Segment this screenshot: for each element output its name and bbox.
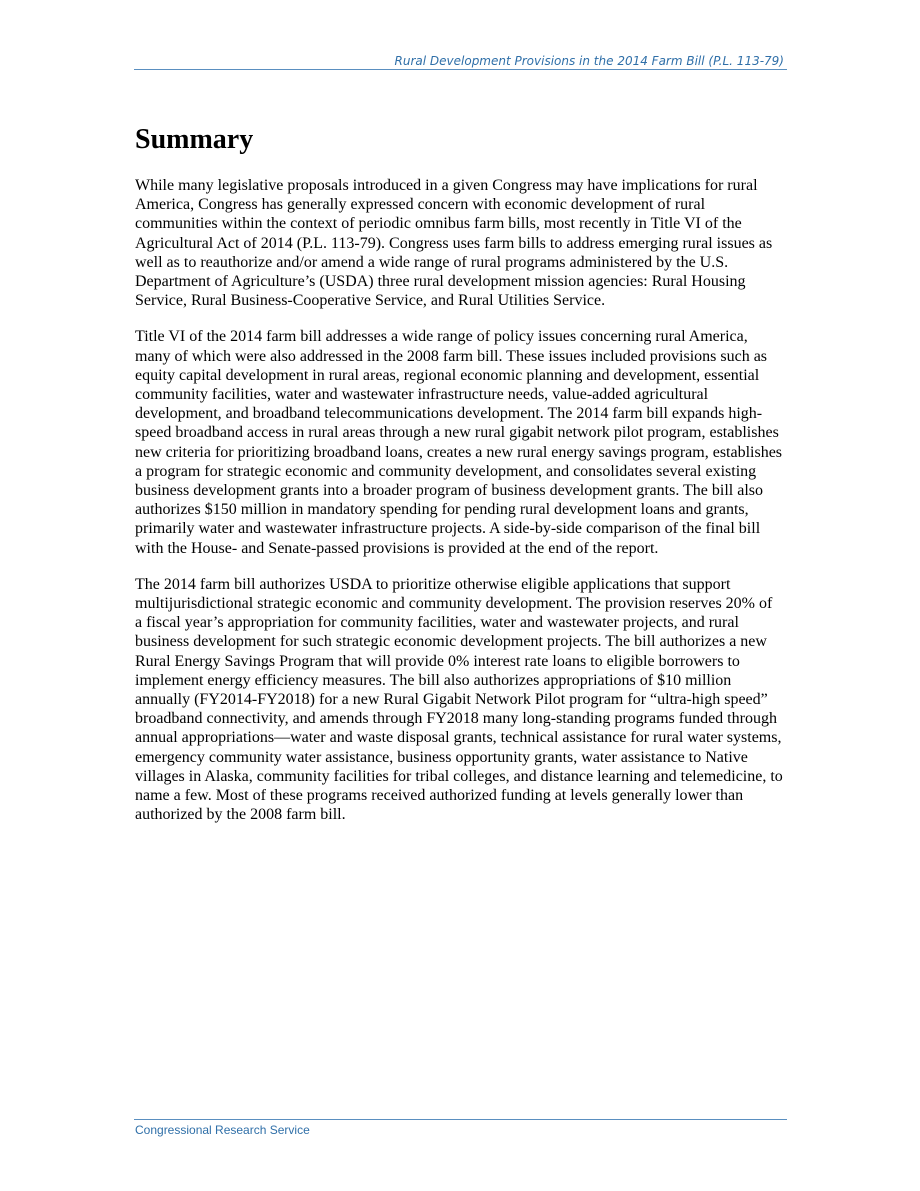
summary-paragraph-2: Title VI of the 2014 farm bill addresses a wide range of policy issues concerning rural America, many of which were also addressed in the 2008 farm bill. These issues included provisions such as equity capital development in rural areas, regional economic planning and development, essential community facilities, water and wastewater infrastructure needs, value-added agricultural development, and broadband telecommunications development. The 2014 farm bill expands high-speed broadband access in rural areas through a new rural gigabit network pilot program, establishes new criteria for prioritizing broadband loans, creates a new rural energy savings program, establishes a program for strategic economic and community development, and consolidates several existing business development grants into a broader program of business development grants. The bill also authorizes $150 million in mandatory spending for pending rural development loans and grants, primarily water and wastewater infrastructure projects. A side-by-side comparison of the final bill with the House- and Senate-passed provisions is provided at the end of the report. xyxy=(135,328,783,557)
footer-divider xyxy=(134,1119,787,1120)
summary-paragraph-1: While many legislative proposals introduced in a given Congress may have implications for rural America, Congress has generally expressed concern with economic development of rural communities within the context of periodic omnibus farm bills, most recently in Title VI of the Agricultural Act of 2014 (P.L. 113-79). Congress uses farm bills to address emerging rural issues as well as to reauthorize and/or amend a wide range of rural programs administered by the U.S. Department of Agriculture’s (USDA) three rural development mission agencies: Rural Housing Service, Rural Business-Cooperative Service, and Rural Utilities Service. xyxy=(135,177,773,310)
summary-body xyxy=(135,176,783,842)
running-header-title: Rural Development Provisions in the 2014 Farm Bill (P.L. 113-79) xyxy=(394,54,784,68)
header-divider xyxy=(134,69,787,70)
section-heading: Summary xyxy=(135,124,254,155)
summary-paragraph-3: The 2014 farm bill authorizes USDA to prioritize otherwise eligible applications that support multijurisdictional strategic economic and community development. The provision reserves 20% of a fiscal year’s appropriation for community facilities, water and wastewater projects, and rural business development for such strategic economic development projects. The bill authorizes a new Rural Energy Savings Program that will provide 0% interest rate loans to eligible borrowers to implement energy efficiency measures. The bill also authorizes appropriations of $10 million annually (FY2014-FY2018) for a new Rural Gigabit Network Pilot program for “ultra-high speed” broadband connectivity, and amends through FY2018 many long-standing programs funded through annual appropriations—water and waste disposal grants, technical assistance for rural water systems, emergency community water assistance, business opportunity grants, water assistance to Native villages in Alaska, community facilities for tribal colleges, and distance learning and telemedicine, to name a few. Most of these programs received authorized funding at levels generally lower than authorized by the 2008 farm bill. xyxy=(135,575,783,824)
footer-organization: Congressional Research Service xyxy=(135,1123,310,1137)
